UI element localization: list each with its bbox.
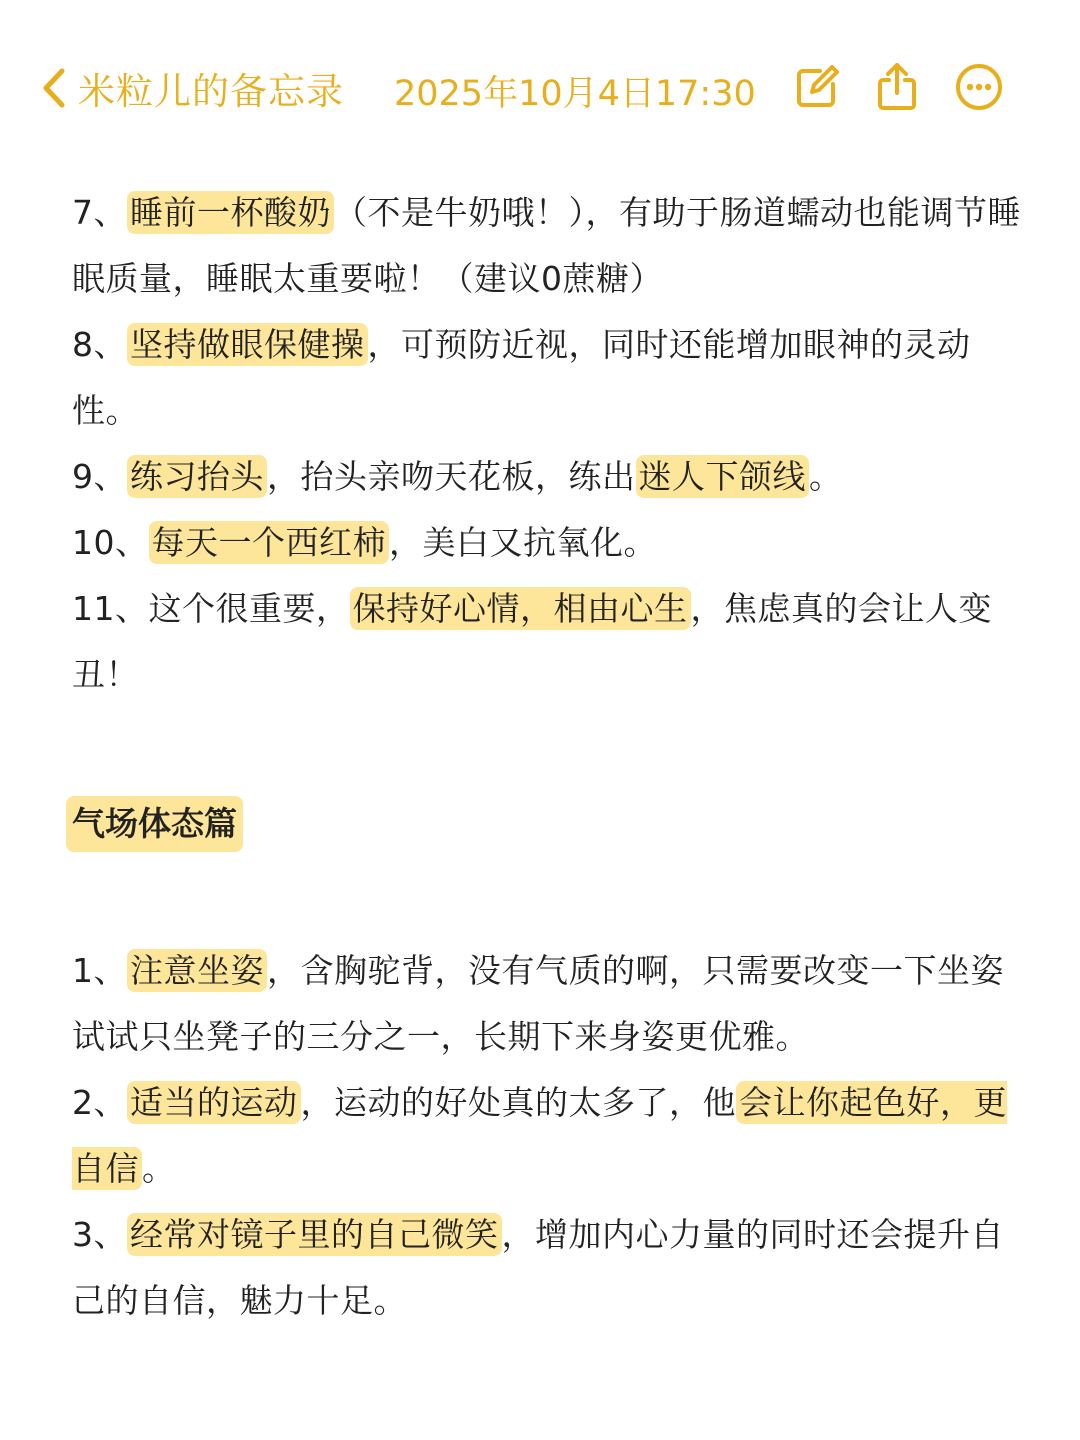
compose-icon [790,60,844,114]
item-number: 10、 [72,523,149,562]
item-text: ，抬头亲吻天花板，练出 [267,457,636,496]
highlighted-text: 注意坐姿 [127,949,267,992]
list-item [72,1070,1022,1202]
item-text: （不是牛奶哦！），有助于肠道蠕动也能调节睡眠质量，睡眠太重要啦！（建议0蔗糖） [72,193,1021,298]
highlighted-text: 保持好心情，相由心生 [350,587,691,630]
list-item [72,576,1022,708]
item-text: ，含胸驼背，没有气质的啊，只需要改变一下坐姿试试只坐凳子的三分之一，长期下来身姿更优雅。 [72,951,1004,1056]
item-text: ，美白又抗氧化。 [389,523,657,562]
chevron-left-icon [36,63,70,113]
highlighted-text: 经常对镜子里的自己微笑 [127,1213,502,1256]
item-text: 。 [142,1149,176,1188]
item-text: ，可预防近视，同时还能增加眼神的灵动性。 [72,325,971,430]
list-item [72,180,1022,312]
highlighted-text: 睡前一杯酸奶 [127,191,334,234]
section-heading: 气场体态篇 [66,796,243,852]
back-label: 米粒儿的备忘录 [78,70,344,113]
share-icon [870,60,924,114]
item-number: 7、 [72,193,127,232]
highlighted-text: 迷人下颌线 [636,455,810,498]
note-header [0,0,1080,176]
highlighted-text: 练习抬头 [127,455,267,498]
list-item [72,510,1022,576]
list-item [72,1202,1022,1334]
item-number: 9、 [72,457,127,496]
item-text: ，运动的好处真的太多了，他 [300,1083,736,1122]
item-number: 2、 [72,1083,127,1122]
item-number: 8、 [72,325,127,364]
highlighted-text: 每天一个西红柿 [149,521,390,564]
item-number: 11、 [72,589,149,628]
compose-button[interactable] [788,58,846,116]
list-item [72,444,1022,510]
more-button[interactable] [950,58,1008,116]
item-text: ，增加内心力量的同时还会提升自己的自信，魅力十足。 [72,1215,1004,1320]
note-body[interactable] [72,180,1022,1334]
item-number: 1、 [72,951,127,990]
share-button[interactable] [868,58,926,116]
highlighted-text: 坚持做眼保健操 [127,323,368,366]
note-date: 2025年10月4日17:30 [394,74,756,114]
back-button[interactable] [36,60,344,116]
item-text: ，焦虑真的会让人变丑！ [72,589,992,694]
list-item [72,938,1022,1070]
item-text: 这个很重要， [148,589,350,628]
list-item [72,312,1022,444]
more-icon [952,60,1006,114]
item-text: 。 [809,457,843,496]
highlighted-text: 适当的运动 [127,1081,301,1124]
item-number: 3、 [72,1215,127,1254]
highlighted-text: 会让你起色好，更自信 [72,1083,1007,1188]
